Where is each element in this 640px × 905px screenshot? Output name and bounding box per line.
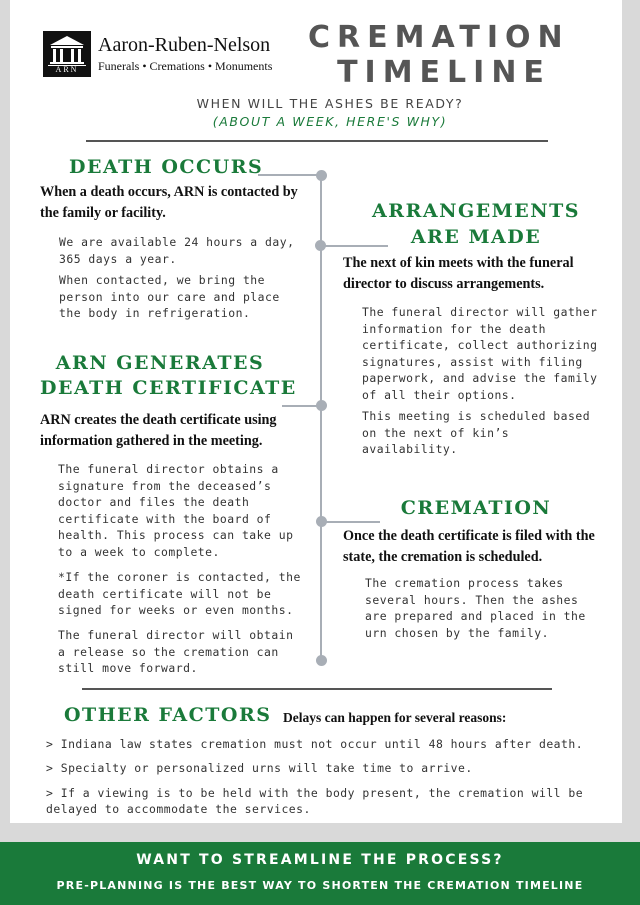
cremation-heading: CREMATION xyxy=(400,497,552,519)
logo-badge xyxy=(43,31,91,77)
timeline-dot-certificate xyxy=(316,400,327,411)
arrangements-heading-line1: ARRANGEMENTS xyxy=(372,200,580,222)
certificate-heading-line1: ARN GENERATES xyxy=(55,352,265,374)
footer-headline: WANT TO STREAMLINE THE PROCESS? xyxy=(136,852,504,868)
company-tagline: Funerals • Cremations • Monuments xyxy=(98,59,273,73)
bottom-divider xyxy=(82,688,552,690)
timeline-dot-end xyxy=(316,655,327,666)
arrangements-heading-line2: ARE MADE xyxy=(410,226,542,248)
other-factors-heading: OTHER FACTORS xyxy=(64,704,272,726)
subtitle-answer: (ABOUT A WEEK, HERE'S WHY) xyxy=(212,114,448,129)
arrangements-lead: The next of kin meets with the funeral director to discuss arrangements. xyxy=(343,255,574,292)
timeline-connector-certificate xyxy=(282,405,320,407)
page-title-line2: TIMELINE xyxy=(337,55,551,90)
timeline-connector-cremation xyxy=(322,521,380,523)
cremation-lead: Once the death certificate is filed with the state, the cremation is scheduled. xyxy=(343,528,595,565)
certificate-text-1: The funeral director obtains a signature from the deceased’s doctor and files the death certificate with the board of health. This process can take up to a week to complete. xyxy=(58,462,294,559)
certificate-text-2: *If the coroner is contacted, the death certificate will not be signed for weeks or even months. xyxy=(58,570,301,617)
death-occurs-text-2: When contacted, we bring the person into our care and place the body in refrigeration. xyxy=(59,273,280,320)
timeline-dot-arrangements xyxy=(315,240,326,251)
other-factors-intro: Delays can happen for several reasons: xyxy=(283,710,507,725)
cremation-text-1: The cremation process takes several hours. Then the ashes are prepared and placed in the urn chosen by the family. xyxy=(365,576,586,640)
timeline-connector-death xyxy=(258,174,320,176)
death-occurs-text-1: We are available 24 hours a day, 365 days a year. xyxy=(59,235,295,266)
footer-subline: PRE-PLANNING IS THE BEST WAY TO SHORTEN THE CREMATION TIMELINE xyxy=(56,879,584,892)
factor-item-3: > If a viewing is to be held with the body present, the cremation will be delayed to accommodate the services. xyxy=(46,786,584,816)
company-name: Aaron-Ruben-Nelson xyxy=(98,34,271,56)
timeline-dot-death xyxy=(316,170,327,181)
arrangements-text-1: The funeral director will gather information for the death certificate, collect authorizing signatures, assist with filing paperwork, and advise the family of all their options. xyxy=(362,305,598,402)
subtitle-question: WHEN WILL THE ASHES BE READY? xyxy=(196,96,464,111)
top-divider xyxy=(86,140,548,142)
timeline-dot-cremation xyxy=(316,516,327,527)
death-occurs-lead: When a death occurs, ARN is contacted by the family or facility. xyxy=(40,184,298,221)
arrangements-text-2: This meeting is scheduled based on the next of kin’s availability. xyxy=(362,409,591,456)
factor-item-2: > Specialty or personalized urns will take time to arrive. xyxy=(46,761,473,775)
death-occurs-heading: DEATH OCCURS xyxy=(69,156,264,178)
factor-item-1: > Indiana law states cremation must not occur until 48 hours after death. xyxy=(46,737,584,751)
page-title-line1: CREMATION xyxy=(308,20,570,55)
logo-badge-text: ARN xyxy=(55,65,79,74)
certificate-lead: ARN creates the death certificate using information gathered in the meeting. xyxy=(40,412,277,449)
certificate-heading-line2: DEATH CERTIFICATE xyxy=(40,377,297,399)
certificate-text-3: The funeral director will obtain a release so the cremation can still move forward. xyxy=(58,628,294,675)
